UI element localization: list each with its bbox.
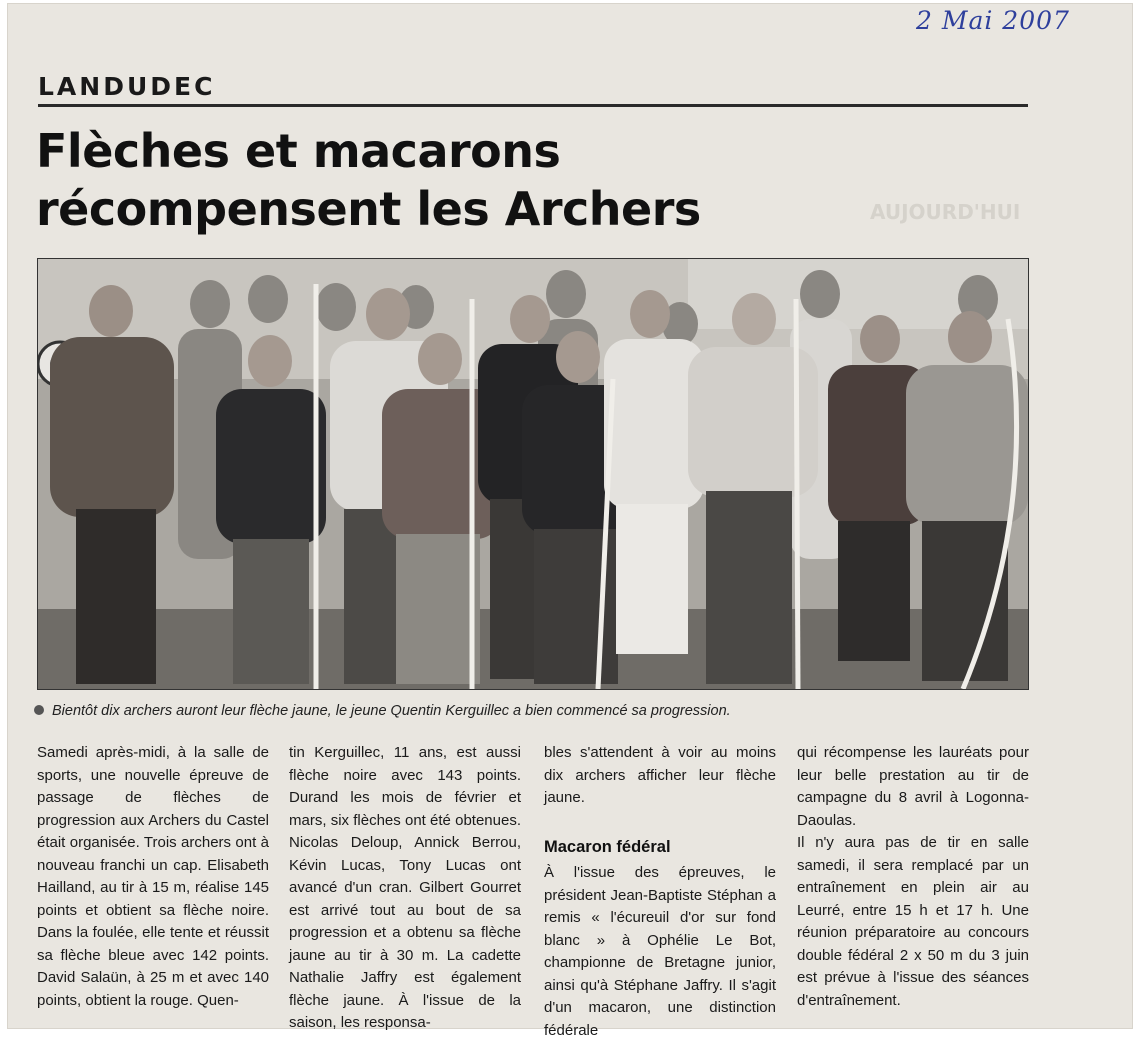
handwritten-date: 2 Mai 2007 [916,6,1070,35]
article-paragraph: tin Kerguillec, 11 ans, est aussi flèche noire avec 143 points. Durand les mois de février et mars, six flèches ont été obtenues. Nicolas Deloup, Annick Berrou, Kévin Lucas, Tony Lucas ont avancé d'un cran. Gilbert Gourret est arrivé tout au bout de sa progression et a obtenu sa flèche jaune au tir à 30 m. La cadette Nathalie Jaffry est également flèche jaune. À l'issue de la saison, les responsa- [289,744,521,1031]
section-label: LANDUDEC [38,72,216,101]
article-paragraph: À l'issue des épreuves, le président Jean-Baptiste Stéphan a remis « l'écureuil d'or sur fond blanc » à Ophélie Le Bot, championne de Bretagne junior, ainsi qu'à Stéphane Jaffry. Il s'agit d'un macaron, une distinction fédérale [544,864,776,1039]
caption-text: Bientôt dix archers auront leur flèche jaune, le jeune Quentin Kerguillec a bien commencé sa progression. [52,703,731,719]
group-photo-illustration [38,259,1028,689]
headline [36,122,996,238]
caption-bullet-icon [34,705,44,715]
article-column-3 [544,742,776,1042]
headline-line-2: récompensent les Archers [36,182,701,236]
article-paragraph: qui récompense les lauréats pour leur belle prestation au tir de campagne du 8 avril à Logonna-Daoulas. [797,744,1029,829]
article-column-2 [289,742,521,1035]
photo-caption [34,703,1034,719]
bleed-through-text: AUJOURD'HUI [870,200,1021,224]
article-column-1 [37,742,269,1012]
headline-line-1: Flèches et macarons [36,124,561,178]
section-rule [38,104,1028,107]
article-paragraph: Il n'y aura pas de tir en salle samedi, il sera remplacé par un entraînement en plein air au Leurré, entre 15 h et 17 h. Une réunion préparatoire au concours double fédéral 2 x 50 m du 3 juin est prévue à l'issue des séances d'entraînement. [797,834,1029,1009]
article-paragraph: bles s'attendent à voir au moins dix archers afficher leur flèche jaune. [544,744,776,806]
article-subhead: Macaron fédéral [544,837,671,856]
group-photo [37,258,1029,690]
article-paragraph: Samedi après-midi, à la salle de sports, une nouvelle épreuve de passage de flèches de progression aux Archers du Castel était organisée. Trois archers ont à nouveau franchi un cap. Elisabeth Hailland, au tir à 15 m, réalise 145 points et obtient sa flèche noire. Dans la foulée, elle tente et réussit sa flèche bleue avec 142 points. David Salaün, à 25 m et avec 140 points, obtient la rouge. Quen- [37,744,269,1009]
article-column-4 [797,742,1029,1012]
